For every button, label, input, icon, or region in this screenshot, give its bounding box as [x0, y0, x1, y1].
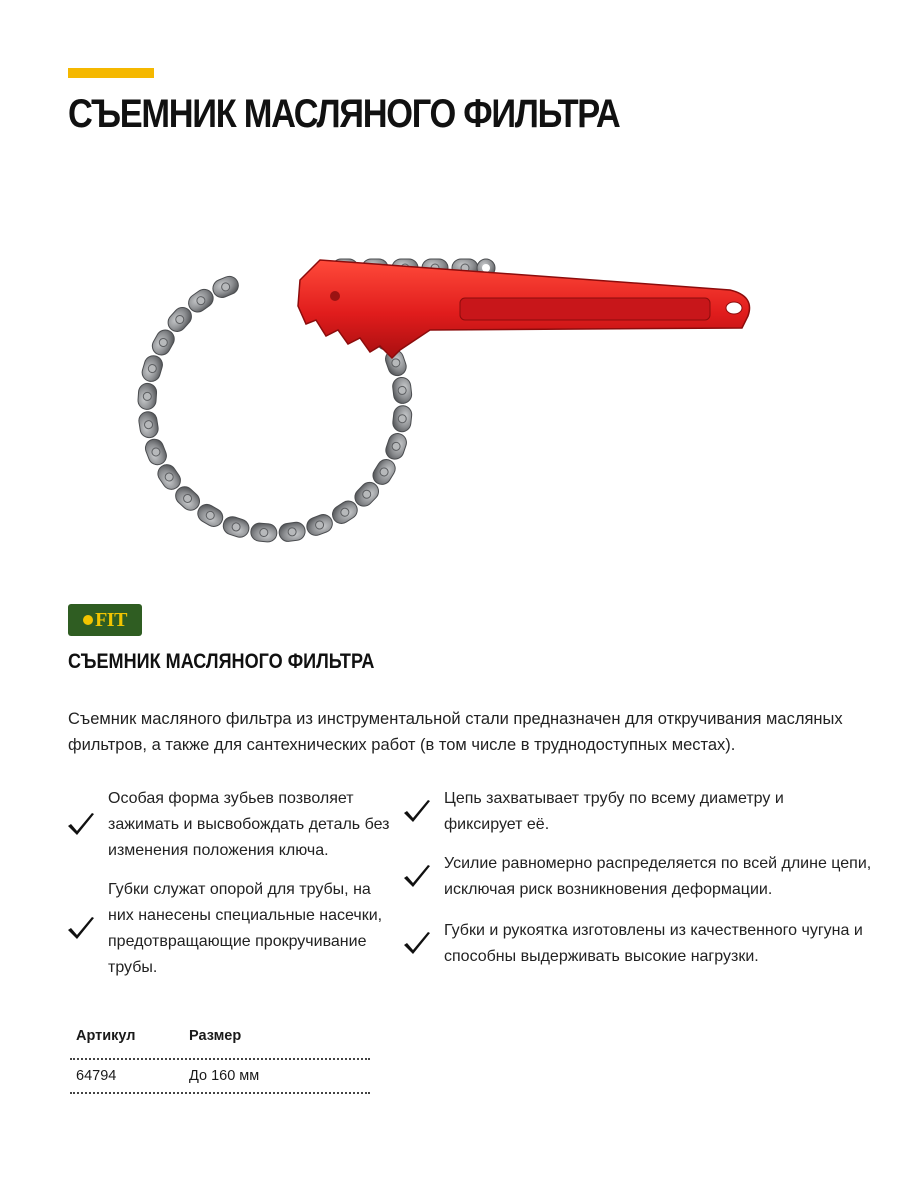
chain-link [392, 405, 413, 433]
logo-text: FIT [95, 608, 127, 631]
feature-item [66, 786, 396, 864]
checkmark-icon [66, 915, 96, 943]
chain-link [143, 437, 169, 468]
chain-link [250, 522, 277, 542]
chain-link [392, 376, 413, 404]
fit-logo [68, 604, 142, 636]
feature-item [66, 877, 396, 981]
chain-link [383, 431, 408, 461]
chain-link [140, 354, 165, 384]
checkmark-icon [402, 798, 432, 826]
product-subtitle: СЪЕМНИК МАСЛЯНОГО ФИЛЬТРА [68, 650, 375, 673]
spec-header-row [70, 1022, 370, 1058]
feature-text: Усилие равномерно распределяется по всей длине цепи, исключая риск возникновения деформации. [444, 855, 872, 898]
chain-link [138, 410, 160, 438]
feature-text: Цепь захватывает трубу по всему диаметру и фиксирует её. [444, 790, 784, 833]
chain-link [278, 521, 306, 542]
checkmark-icon [402, 930, 432, 958]
spec-row [70, 1058, 370, 1094]
chain-link [149, 327, 177, 358]
feature-text: Губки служат опорой для трубы, на них нанесены специальные насечки, предотвращающие прокручивание трубы. [108, 881, 383, 976]
feature-text: Особая форма зубьев позволяет зажимать и высвобождать деталь без изменения положения ключа. [108, 790, 390, 859]
feature-item [402, 918, 872, 970]
chain-link [194, 501, 226, 530]
feature-item [402, 851, 872, 903]
spec-header-size: Размер [189, 1028, 242, 1044]
page-title: СЪЕМНИК МАСЛЯНОГО ФИЛЬТРА [68, 92, 620, 136]
spec-header-article: Артикул [76, 1028, 136, 1044]
checkmark-icon [66, 811, 96, 839]
spec-size-value: До 160 мм [189, 1068, 260, 1084]
chain-link [304, 512, 335, 538]
wrench-handle [298, 260, 750, 358]
product-description: Съемник масляного фильтра из инструментальной стали предназначен для откручивания масляных фильтров, а также для сантехнических работ (в том числе в труднодоступных местах). [68, 710, 843, 754]
checkmark-icon [402, 863, 432, 891]
chain-end-hole [482, 264, 490, 272]
chain-link [137, 383, 157, 410]
title-accent-bar [68, 68, 154, 78]
feature-text: Губки и рукоятка изготовлены из качественного чугуна и способны выдерживать высокие нагрузки. [444, 922, 863, 965]
logo-dot-icon [83, 615, 93, 625]
product-image [130, 220, 780, 560]
chain-link [221, 514, 251, 539]
feature-item [402, 786, 852, 838]
spec-table [70, 1022, 370, 1094]
chain-link [210, 274, 241, 301]
spec-article-value: 64794 [76, 1068, 117, 1084]
